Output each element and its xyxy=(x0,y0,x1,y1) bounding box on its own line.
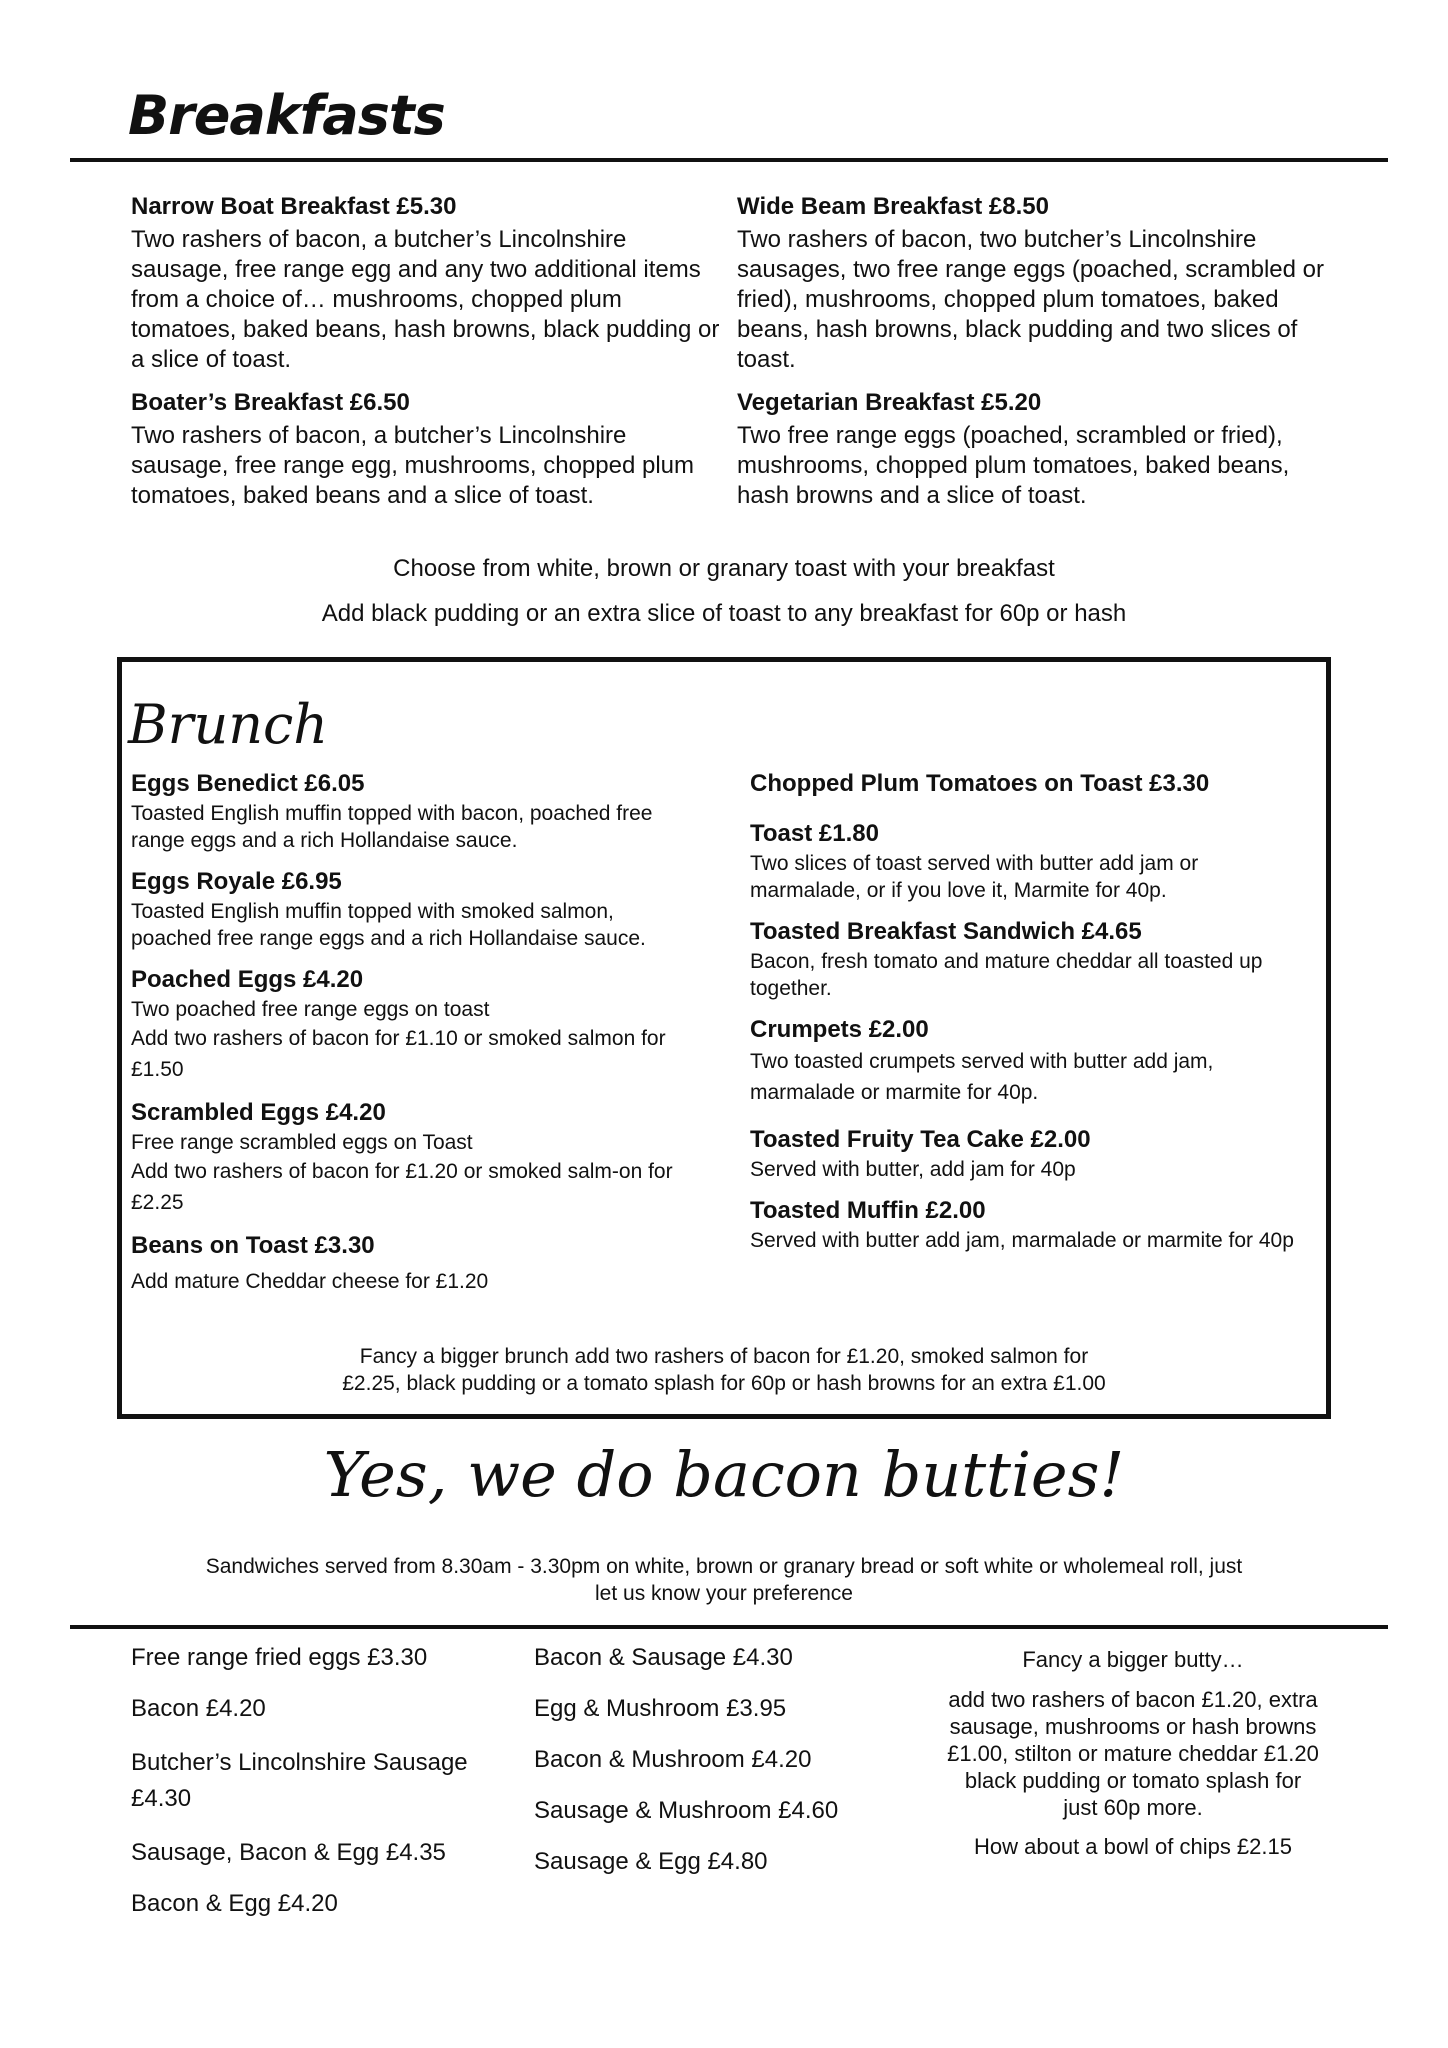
item-description: Served with butter, add jam for 40p xyxy=(750,1158,1076,1181)
item-title: Eggs Benedict £6.05 xyxy=(131,770,365,797)
menu-item xyxy=(750,1197,1310,1254)
bigger-butty-title: Fancy a bigger butty… xyxy=(1022,1647,1244,1672)
bacon-butties-title: Yes, we do bacon butties! xyxy=(323,1438,1125,1511)
item-title: Vegetarian Breakfast £5.20 xyxy=(737,389,1042,416)
item-description: Two toasted crumpets served with butter add jam, marmalade or marmite for 40p. xyxy=(750,1050,1214,1104)
item-description: Two rashers of bacon, a butcher’s Lincolnshire sausage, free range egg, mushrooms, chopped plum tomatoes, baked beans and a slice of toast. xyxy=(131,422,695,509)
sandwich-intro-line1: Sandwiches served from 8.30am - 3.30pm on white, brown or granary bread or soft white or wholemeal roll, just xyxy=(205,1555,1243,1578)
menu-item xyxy=(750,820,1310,904)
sandwich-intro-line2: let us know your preference xyxy=(595,1582,853,1605)
butty-item: Sausage, Bacon & Egg £4.35 xyxy=(131,1839,446,1866)
menu-item xyxy=(737,193,1327,375)
item-title: Eggs Royale £6.95 xyxy=(131,868,342,895)
item-title: Boater’s Breakfast £6.50 xyxy=(131,389,410,416)
menu-item xyxy=(131,389,721,511)
butty-item: Sausage & Egg £4.80 xyxy=(534,1848,768,1875)
menu-item xyxy=(131,770,691,854)
item-title: Beans on Toast £3.30 xyxy=(131,1232,375,1259)
brunch-left-column xyxy=(131,770,691,1295)
item-description: Two poached free range eggs on toast xyxy=(131,998,490,1021)
item-title: Chopped Plum Tomatoes on Toast £3.30 xyxy=(750,770,1210,797)
menu-item xyxy=(131,1099,691,1218)
item-title: Toasted Fruity Tea Cake £2.00 xyxy=(750,1126,1091,1153)
breakfasts-divider xyxy=(70,158,1388,162)
item-extra: Add two rashers of bacon for £1.10 or smoked salmon for £1.50 xyxy=(131,1027,666,1081)
menu-item xyxy=(131,193,721,375)
bigger-butty-extras: add two rashers of bacon £1.20, extra sausage, mushrooms or hash browns £1.00, stilton or mature cheddar £1.20 black pudding or tomato splash for just 60p more. xyxy=(947,1687,1319,1820)
butty-item: Bacon £4.20 xyxy=(131,1695,266,1722)
butty-item: Sausage & Mushroom £4.60 xyxy=(534,1797,839,1824)
brunch-title: Brunch xyxy=(128,693,329,756)
item-description: Two rashers of bacon, two butcher’s Lincolnshire sausages, two free range eggs (poached, scrambled or fried), mushrooms, chopped plum tomatoes, baked beans, hash browns, black pudding and two slices of toast. xyxy=(737,226,1325,373)
toast-choice-note: Choose from white, brown or granary toast with your breakfast xyxy=(393,555,1055,582)
item-description: Add mature Cheddar cheese for £1.20 xyxy=(131,1270,489,1293)
item-title: Narrow Boat Breakfast £5.30 xyxy=(131,193,457,220)
item-description: Free range scrambled eggs on Toast xyxy=(131,1131,473,1154)
butties-divider xyxy=(70,1625,1388,1629)
item-description: Served with butter add jam, marmalade or marmite for 40p xyxy=(750,1229,1294,1252)
item-description: Bacon, fresh tomato and mature cheddar all toasted up together. xyxy=(750,950,1263,1000)
item-description: Two free range eggs (poached, scrambled or fried), mushrooms, chopped plum tomatoes, baked beans, hash browns and a slice of toast. xyxy=(737,422,1290,509)
breakfasts-title: Breakfasts xyxy=(128,84,445,147)
menu-item xyxy=(750,1016,1310,1108)
menu-item xyxy=(737,389,1327,511)
item-description: Toasted English muffin topped with bacon, poached free range eggs and a rich Hollandaise sauce. xyxy=(131,802,653,852)
extras-note: Add black pudding or an extra slice of toast to any breakfast for 60p or hash xyxy=(321,600,1127,627)
butty-item: Egg & Mushroom £3.95 xyxy=(534,1695,787,1722)
item-title: Toast £1.80 xyxy=(750,820,879,847)
item-title: Crumpets £2.00 xyxy=(750,1016,929,1043)
item-title: Poached Eggs £4.20 xyxy=(131,966,364,993)
menu-item xyxy=(750,770,1310,798)
butty-item: Butcher’s Lincolnshire Sausage £4.30 xyxy=(131,1749,468,1812)
bowl-of-chips-note: How about a bowl of chips £2.15 xyxy=(974,1834,1292,1859)
item-extra: Add two rashers of bacon for £1.20 or smoked salm-on for £2.25 xyxy=(131,1160,673,1214)
item-description: Two slices of toast served with butter add jam or marmalade, or if you love it, Marmite for 40p. xyxy=(750,852,1199,902)
item-title: Wide Beam Breakfast £8.50 xyxy=(737,193,1049,220)
item-description: Toasted English muffin topped with smoked salmon, poached free range eggs and a rich Hollandaise sauce. xyxy=(131,900,646,950)
menu-item xyxy=(131,868,691,952)
butty-item: Bacon & Sausage £4.30 xyxy=(534,1644,793,1671)
breakfasts-right-column xyxy=(737,193,1327,511)
menu-item xyxy=(131,966,691,1085)
butties-column-2 xyxy=(534,1643,934,1877)
brunch-extras-note-line1: Fancy a bigger brunch add two rashers of bacon for £1.20, smoked salmon for xyxy=(359,1345,1089,1368)
butty-item: Free range fried eggs £3.30 xyxy=(131,1644,428,1671)
brunch-extras-note-line2: £2.25, black pudding or a tomato splash for 60p or hash browns for an extra £1.00 xyxy=(342,1372,1106,1395)
menu-item xyxy=(750,918,1310,1002)
item-title: Toasted Muffin £2.00 xyxy=(750,1197,986,1224)
butty-item: Bacon & Mushroom £4.20 xyxy=(534,1746,812,1773)
item-description: Two rashers of bacon, a butcher’s Lincolnshire sausage, free range egg and any two additional items from a choice of… mushrooms, chopped plum tomatoes, baked beans, hash browns, black pudding or a slice of toast. xyxy=(131,226,720,373)
butty-item: Bacon & Egg £4.20 xyxy=(131,1890,338,1917)
menu-item xyxy=(750,1126,1310,1183)
item-title: Scrambled Eggs £4.20 xyxy=(131,1099,386,1126)
brunch-right-column xyxy=(750,770,1310,1254)
butties-column-1 xyxy=(131,1643,521,1919)
item-title: Toasted Breakfast Sandwich £4.65 xyxy=(750,918,1142,945)
breakfasts-left-column xyxy=(131,193,721,511)
menu-item xyxy=(131,1232,691,1295)
